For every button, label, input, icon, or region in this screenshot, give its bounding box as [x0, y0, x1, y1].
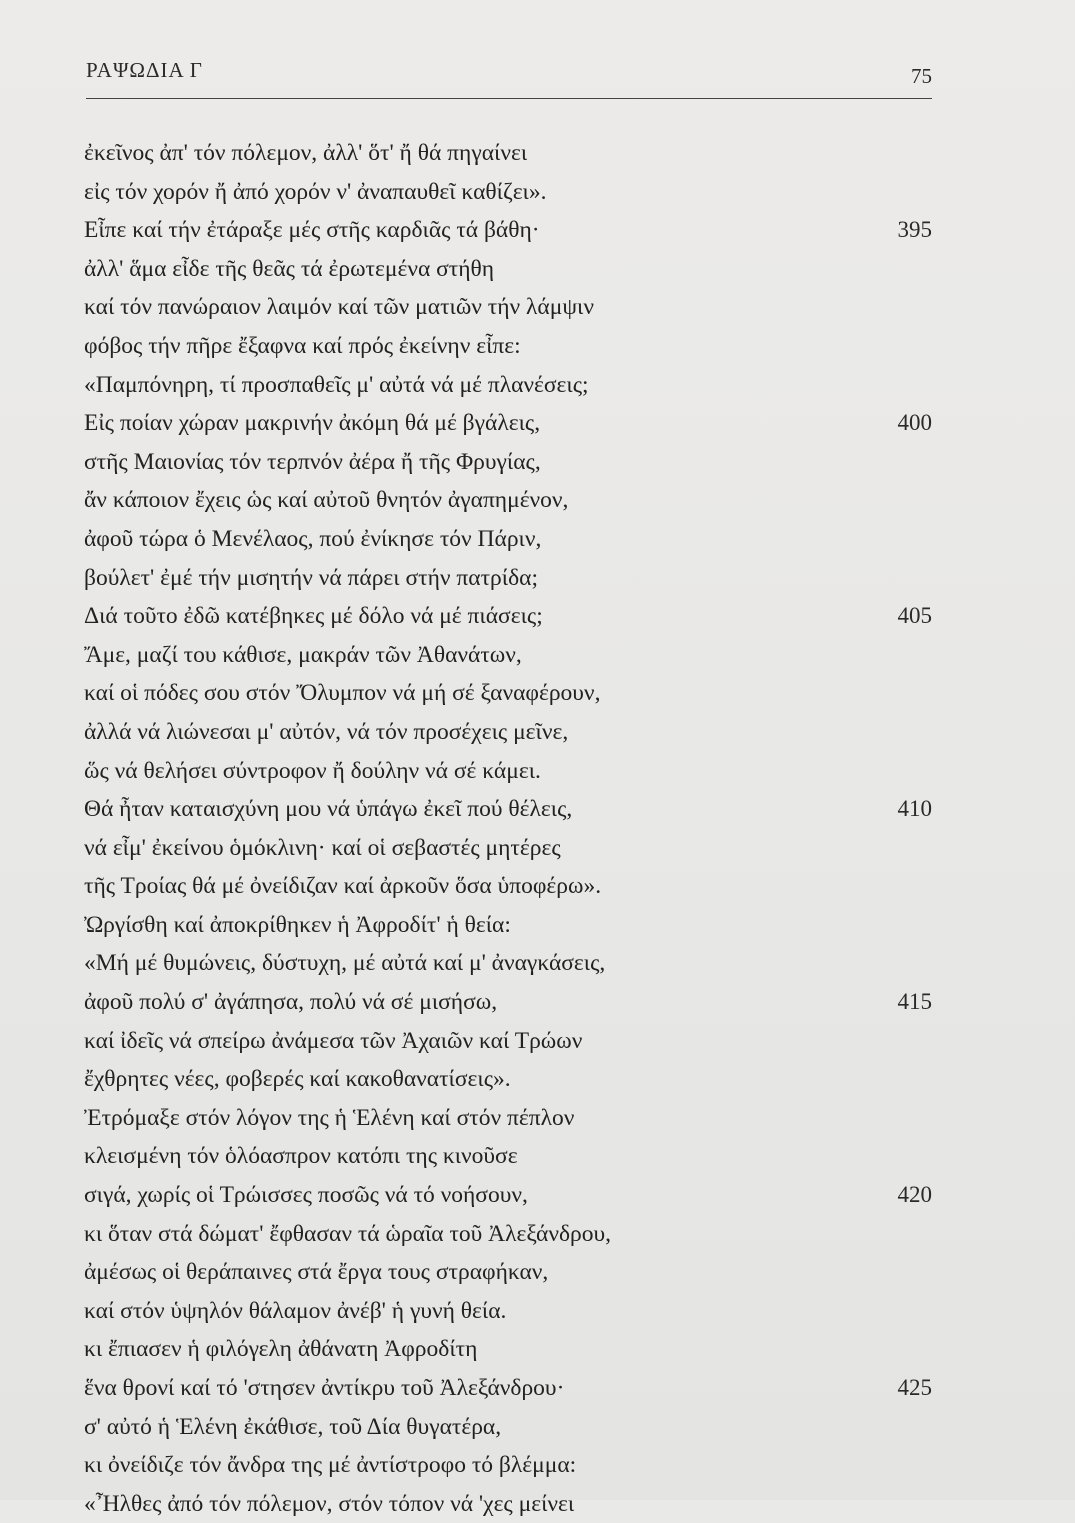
verse-line	[84, 520, 934, 559]
verse-line	[84, 481, 934, 520]
verse-line	[84, 1292, 934, 1331]
verse-line	[84, 752, 934, 791]
verse-text: καί ἰδεῖς νά σπείρω ἀνάμεσα τῶν Ἀχαιῶν καί Τρώων	[84, 1027, 583, 1054]
verse-list	[84, 134, 934, 1523]
verse-text: Ἐτρόμαξε στόν λόγον της ἡ Ἑλένη καί στόν πέπλον	[84, 1104, 575, 1131]
verse-line	[84, 1408, 934, 1447]
verse-text: Διά τοῦτο ἐδῶ κατέβηκες μέ δόλο νά μέ πιάσεις;	[84, 603, 543, 630]
verse-line	[84, 1215, 934, 1254]
verse-line	[84, 1060, 934, 1099]
verse-line	[84, 1099, 934, 1138]
verse-line	[84, 790, 934, 829]
verse-text: «Ἦλθες ἀπό τόν πόλεμον, στόν τόπον νά 'χες μείνει	[84, 1490, 575, 1517]
verse-line	[84, 597, 934, 636]
verse-text: βούλετ' ἐμέ τήν μισητήν νά πάρει στήν πατρίδα;	[84, 564, 538, 591]
verse-text: καί στόν ὑψηλόν θάλαμον ἀνέβ' ἡ γυνή θεία.	[84, 1297, 507, 1324]
verse-text: ὥς νά θελήσει σύντροφον ἤ δούλην νά σέ κάμει.	[84, 757, 541, 784]
verse-text: σ' αὐτό ἡ Ἑλένη ἐκάθισε, τοῦ Δία θυγατέρα,	[84, 1413, 502, 1440]
verse-line	[84, 1253, 934, 1292]
verse-line	[84, 1485, 934, 1523]
verse-text: Ἄμε, μαζί του κάθισε, μακράν τῶν Ἀθανάτων,	[84, 641, 522, 668]
verse-line	[84, 674, 934, 713]
line-number: 420	[897, 1182, 932, 1208]
verse-text: κι ὅταν στά δώματ' ἔφθασαν τά ὡραῖα τοῦ Ἀλεξάνδρου,	[84, 1220, 612, 1247]
page-number: 75	[911, 64, 932, 88]
verse-line	[84, 713, 934, 752]
verse-line	[84, 366, 934, 405]
verse-line	[84, 404, 934, 443]
running-title: ΡΑΨΩΔΙΑ Γ	[86, 58, 203, 82]
verse-text: τῆς Τροίας θά μέ ὀνείδιζαν καί ἀρκοῦν ὅσα ὑποφέρω».	[84, 873, 602, 900]
verse-line	[84, 250, 934, 289]
verse-text: ἀλλ' ἅμα εἶδε τῆς θεᾶς τά ἐρωτεμένα στήθη	[84, 255, 495, 282]
verse-line	[84, 443, 934, 482]
verse-text: φόβος τήν πῆρε ἔξαφνα καί πρός ἐκείνην εἶπε:	[84, 332, 521, 359]
verse-line	[84, 1022, 934, 1061]
verse-text: κι ἔπιασεν ἡ φιλόγελη ἀθάνατη Ἀφροδίτη	[84, 1336, 478, 1363]
verse-text: ἐκεῖνος ἀπ' τόν πόλεμον, ἀλλ' ὅτ' ἤ θά πηγαίνει	[84, 140, 528, 166]
line-number: 425	[897, 1375, 932, 1400]
line-number: 410	[897, 796, 932, 822]
line-number: 415	[897, 989, 932, 1015]
verse-text: σιγά, χωρίς οἱ Τρώισσες ποσῶς νά τό νοήσουν,	[84, 1182, 528, 1209]
verse-line	[84, 867, 934, 906]
verse-text: Εἶπε καί τήν ἐτάραξε μές στῆς καρδιᾶς τά βάθη·	[84, 217, 540, 244]
line-number: 395	[897, 217, 932, 243]
verse-line	[84, 288, 934, 327]
verse-text: Εἰς ποίαν χώραν μακρινήν ἀκόμη θά μέ βγάλεις,	[84, 410, 541, 437]
verse-line	[84, 983, 934, 1022]
verse-line	[84, 559, 934, 598]
verse-text: «Μή μέ θυμώνεις, δύστυχη, μέ αὐτά καί μ' ἀναγκάσεις,	[84, 950, 606, 977]
verse-text: ἀλλά νά λιώνεσαι μ' αὐτόν, νά τόν προσέχεις μεῖνε,	[84, 718, 569, 745]
verse-text: κι ὀνείδιζε τόν ἄνδρα της μέ ἀντίστροφο τό βλέμμα:	[84, 1452, 577, 1479]
verse-text: ἀφοῦ τώρα ὁ Μενέλαος, πού ἐνίκησε τόν Πάριν,	[84, 525, 542, 552]
verse-line	[84, 211, 934, 250]
verse-line	[84, 134, 934, 173]
verse-text: ἕνα θρονί καί τό 'στησεν ἀντίκρυ τοῦ Ἀλεξάνδρου·	[84, 1375, 565, 1401]
verse-text: καί οἱ πόδες σου στόν Ὄλυμπον νά μή σέ ξαναφέρουν,	[84, 680, 601, 707]
verse-line	[84, 1369, 934, 1408]
verse-text: ἔχθρητες νέες, φοβερές καί κακοθανατίσεις».	[84, 1066, 511, 1093]
line-number: 405	[897, 603, 932, 629]
verse-text: εἰς τόν χορόν ἤ ἀπό χορόν ν' ἀναπαυθεῖ καθίζει».	[84, 178, 547, 205]
page-header	[86, 58, 932, 98]
verse-line	[84, 636, 934, 675]
line-number: 400	[897, 410, 932, 436]
verse-text: ἀφοῦ πολύ σ' ἀγάπησα, πολύ νά σέ μισήσω,	[84, 989, 498, 1016]
verse-text: νά εἶμ' ἐκείνου ὁμόκλινη· καί οἱ σεβαστές μητέρες	[84, 834, 561, 861]
verse-line	[84, 1446, 934, 1485]
verse-line	[84, 1330, 934, 1369]
verse-text: Ὠργίσθη καί ἀποκρίθηκεν ἡ Ἀφροδίτ' ἡ θεία:	[84, 911, 511, 938]
verse-line	[84, 327, 934, 366]
verse-text: στῆς Μαιονίας τόν τερπνόν ἀέρα ἤ τῆς Φρυγίας,	[84, 448, 541, 475]
verse-line	[84, 906, 934, 945]
verse-text: καί τόν πανώραιον λαιμόν καί τῶν ματιῶν τήν λάμψιν	[84, 294, 595, 321]
verse-line	[84, 173, 934, 212]
verse-text: κλεισμένη τόν ὁλόασπρον κατόπι της κινοῦσε	[84, 1143, 518, 1170]
verse-line	[84, 1176, 934, 1215]
header-rule	[86, 98, 932, 99]
verse-text: ἄν κάποιον ἔχεις ὡς καί αὐτοῦ θνητόν ἀγαπημένον,	[84, 487, 569, 514]
verse-text: «Παμπόνηρη, τί προσπαθεῖς μ' αὐτά νά μέ πλανέσεις;	[84, 371, 589, 398]
verse-line	[84, 944, 934, 983]
verse-text: Θά ἦταν καταισχύνη μου νά ὑπάγω ἐκεῖ πού θέλεις,	[84, 796, 573, 823]
verse-text: ἀμέσως οἱ θεράπαινες στά ἔργα τους στραφήκαν,	[84, 1259, 549, 1286]
verse-line	[84, 1137, 934, 1176]
verse-line	[84, 829, 934, 868]
